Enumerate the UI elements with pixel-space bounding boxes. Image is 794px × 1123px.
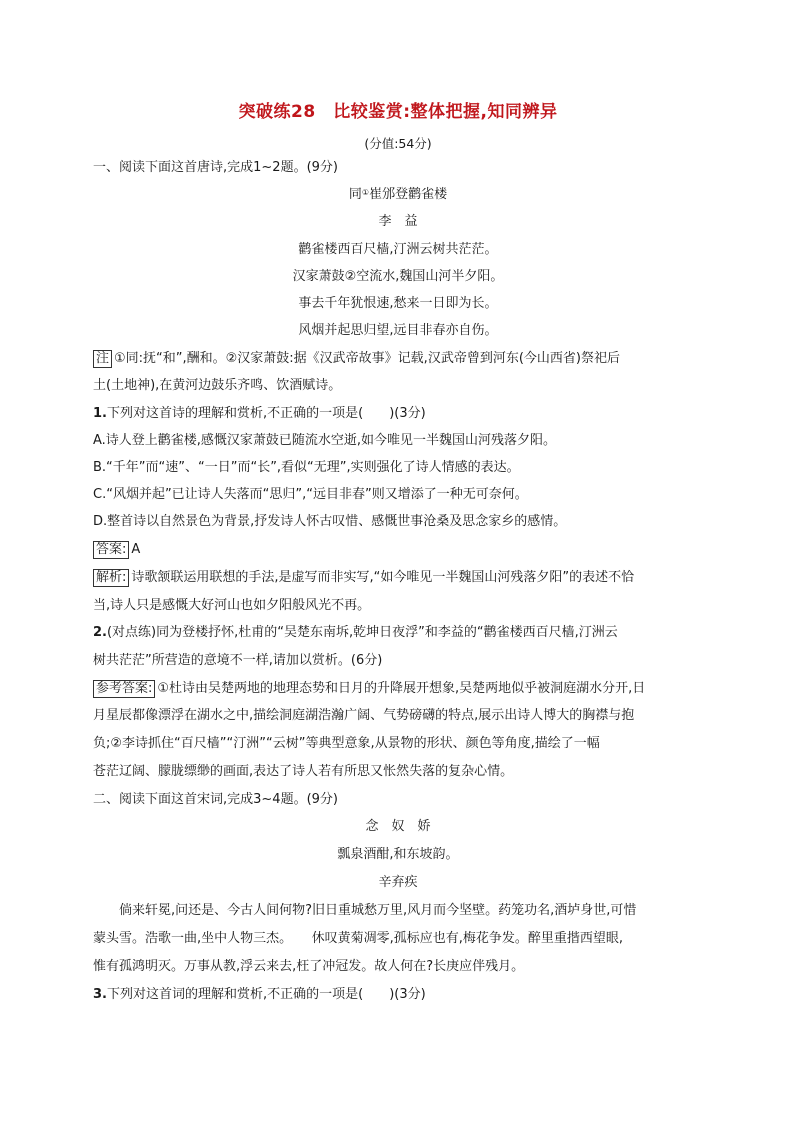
q1-analysis-line-2: 当,诗人只是感慨大好河山也如夕阳般风光不再。: [93, 598, 371, 613]
poem-line-3: 事去千年犹恨速,愁来一日即为长。: [298, 296, 498, 311]
ci-body-line-3: 惟有孤鸿明灭。万事从教,浮云来去,枉了冲冠发。故人何在?长庚应伴残月。: [93, 959, 525, 974]
ci-body-line-1: 倘来轩冕,问还是、今古人间何物?旧日重城愁万里,风月而今坚壁。药笼功名,酒垆身世,可惜: [119, 903, 637, 918]
q2-stem-line-1: [93, 623, 703, 643]
note-text-1: ①同:抚“和”,酬和。②汉家萧鼓:据《汉武帝故事》记载,汉武帝曾到河东(今山西省)祭祀后: [114, 351, 620, 366]
q1-answer: [93, 540, 703, 560]
q1-analysis-line-1: [93, 568, 703, 588]
q2-reference-line-1: [93, 679, 703, 699]
poem-line-1: 鹳雀楼西百尺樯,汀洲云树共茫茫。: [298, 242, 498, 257]
q1-option-d: D.整首诗以自然景色为背景,抒发诗人怀古叹惜、感慨世事沧桑及思念家乡的感情。: [93, 514, 567, 529]
poem-note-line-2: 土(土地神),在黄河边鼓乐齐鸣、饮酒赋诗。: [93, 378, 342, 393]
ci-subtitle: 瓢泉酒酣,和东坡韵。: [337, 847, 459, 862]
q3-number: 3.: [93, 987, 107, 1002]
answer-tag: 答案:: [93, 541, 129, 559]
ci-title: 念 奴 娇: [365, 819, 431, 834]
q2-reference-line-4: 苍茫辽阔、朦胧缥缈的画面,表达了诗人若有所思又怅然失落的复杂心情。: [93, 764, 514, 779]
q1-option-a: A.诗人登上鹳雀楼,感慨汉家萧鼓已随流水空逝,如今唯见一半魏国山河残落夕阳。: [93, 433, 557, 448]
ci-author: 辛弃疾: [378, 875, 418, 890]
section1-intro: 一、阅读下面这首唐诗,完成1~2题。(9分): [93, 160, 338, 175]
ci-body-line-2: 蒙头雪。浩歌一曲,坐中人物三杰。 休叹黄菊凋零,孤标应也有,梅花争发。醉里重揩西望眼,: [93, 931, 624, 946]
q1-answer-value: A: [131, 542, 141, 557]
poem-title-post: 崔邠登鹳雀楼: [369, 187, 448, 202]
q2-reference-text-1: ①杜诗由吴楚两地的地理态势和日月的升降展开想象,吴楚两地似乎被洞庭湖水分开,日: [157, 681, 646, 696]
q1-stem-text: 下列对这首诗的理解和赏析,不正确的一项是( )(3分): [106, 406, 426, 421]
q2-number: 2.: [93, 625, 107, 640]
note-tag: 注: [93, 350, 112, 368]
page-title: 突破练28 比较鉴赏:整体把握,知同辨异: [238, 102, 558, 122]
q1-option-b: B.“千年”而“速”、“一日”而“长”,看似“无理”,实则强化了诗人情感的表达。: [93, 460, 520, 475]
poem-title: [93, 185, 703, 205]
score-note: (分值:54分): [364, 136, 432, 151]
poem-line-4: 风烟并起思归望,远目非春亦自伤。: [298, 323, 498, 338]
q1-number: 1.: [93, 406, 107, 421]
q3-stem: [93, 985, 703, 1005]
q1-stem: [93, 404, 703, 424]
q2-reference-line-2: 月星辰都像漂浮在湖水之中,描绘洞庭湖浩瀚广阔、气势磅礴的特点,展示出诗人博大的胸襟与抱: [93, 708, 635, 723]
q2-reference-line-3: 负;②李诗抓住“百尺樯”“汀洲”“云树”等典型意象,从景物的形状、颜色等角度,描绘了一幅: [93, 736, 600, 751]
q1-analysis-text-1: 诗歌颔联运用联想的手法,是虚写而非实写,“如今唯见一半魏国山河残落夕阳”的表述不恰: [131, 570, 635, 585]
poem-title-pre: 同: [348, 187, 362, 202]
section2-intro: 二、阅读下面这首宋词,完成3~4题。(9分): [93, 792, 338, 807]
poem-note-line-1: [93, 349, 703, 369]
q3-stem-text: 下列对这首词的理解和赏析,不正确的一项是( )(3分): [106, 987, 426, 1002]
poem-line-2: 汉家萧鼓②空流水,魏国山河半夕阳。: [292, 269, 504, 284]
q2-stem-text-1: (对点练)同为登楼抒怀,杜甫的“吴楚东南坼,乾坤日夜浮”和李益的“鹳雀楼西百尺樯,汀洲云: [106, 625, 618, 640]
poem-author: 李 益: [378, 214, 418, 229]
poem-title-footnote-mark: ①: [361, 188, 370, 197]
q1-option-c: C.“风烟并起”已让诗人失落而“思归”,“远目非春”则又增添了一种无可奈何。: [93, 487, 528, 502]
q2-stem-line-2: 树共茫茫”所营造的意境不一样,请加以赏析。(6分): [93, 653, 383, 668]
reference-answer-tag: 参考答案:: [93, 680, 155, 698]
analysis-tag: 解析:: [93, 569, 129, 587]
